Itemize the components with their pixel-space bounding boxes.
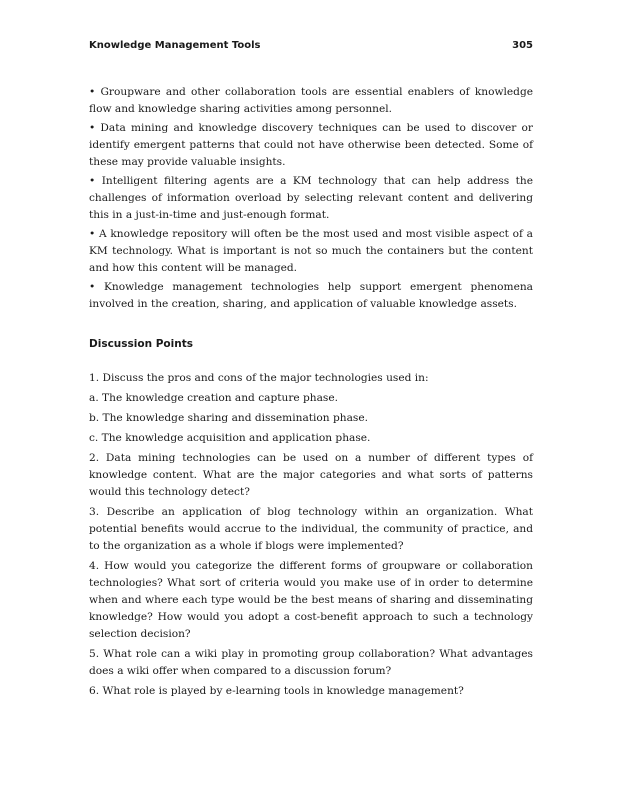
discussion-subitem: c. The knowledge acquisition and application phase. [89, 432, 371, 444]
bullet-item: • Data mining and knowledge discovery techniques can be used to discover or identify emergent patterns that could not have otherwise been detected. Some of these may provide valuable insights. [89, 122, 533, 168]
discussion-item: 2. Data mining technologies can be used on a number of different types of knowledge content. What are the major categories and what sorts of patterns would this technology detect? [89, 452, 533, 498]
bullet-item: • Knowledge management technologies help support emergent phenomena involved in the creation, sharing, and application of valuable knowledge assets. [89, 281, 533, 310]
discussion-item: 4. How would you categorize the different forms of groupware or collaboration technologies? What sort of criteria would you make use of in order to determine when and where each type would be the best means of sharing and disseminating knowledge? How would you adopt a cost-benefit approach to such a technology selection decision? [89, 560, 533, 640]
discussion-item: 6. What role is played by e-learning tools in knowledge management? [89, 685, 464, 697]
discussion-item: 3. Describe an application of blog technology within an organization. What potential benefits would accrue to the individual, the community of practice, and to the organization as a whole if blogs were implemented? [89, 506, 533, 552]
bullet-item: • Groupware and other collaboration tools are essential enablers of knowledge flow and knowledge sharing activities among personnel. [89, 86, 533, 115]
discussion-subitem: b. The knowledge sharing and dissemination phase. [89, 412, 368, 424]
page-number: 305 [512, 40, 533, 51]
discussion-subitem: a. The knowledge creation and capture phase. [89, 392, 339, 404]
discussion-points-list [89, 370, 533, 703]
section-heading: Discussion Points [89, 338, 193, 350]
bullet-item: • A knowledge repository will often be the most used and most visible aspect of a KM technology. What is important is not so much the containers but the content and how this content will be managed. [89, 228, 533, 274]
discussion-item: 5. What role can a wiki play in promoting group collaboration? What advantages does a wiki offer when compared to a discussion forum? [89, 648, 533, 677]
summary-bullet-list [89, 84, 533, 315]
discussion-item: 1. Discuss the pros and cons of the major technologies used in: [89, 372, 429, 384]
bullet-item: • Intelligent filtering agents are a KM technology that can help address the challenges of information overload by selecting relevant content and delivering this in a just-in-time and just-enough format. [89, 175, 533, 221]
running-head [89, 40, 533, 56]
running-title: Knowledge Management Tools [89, 40, 261, 51]
